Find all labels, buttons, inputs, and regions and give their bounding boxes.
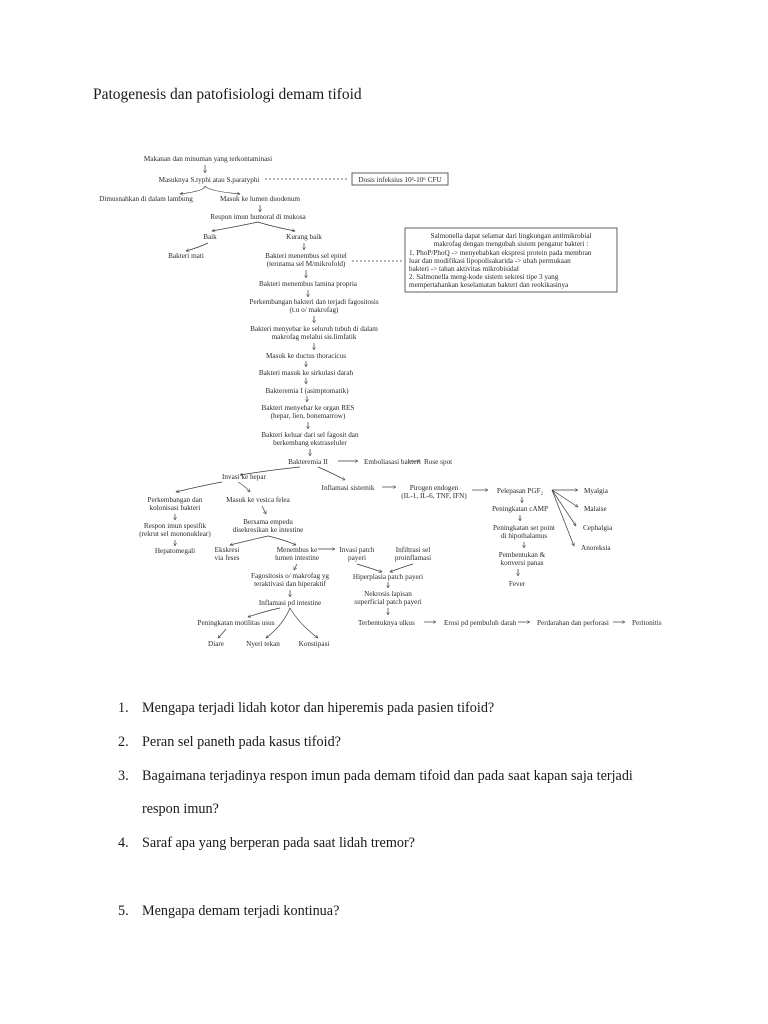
node-fever: Fever — [508, 580, 526, 588]
box-line: Salmonella dapat selamat dari lingkungan antimikrobial — [430, 232, 592, 240]
node-constipation: Konstipasi — [298, 640, 330, 648]
question-item: 5. Mengapa demam terjadi kontinua? — [118, 903, 340, 919]
node-entry-typhi: Masuknya S.typhi atau S.paratyphi — [158, 176, 260, 184]
node-by-macrophage: (t.u o/ makrofag) — [289, 306, 339, 314]
node-specific-immune: Respon imun spesifik — [143, 522, 207, 530]
node-payer-invasion: Invasi patch — [339, 546, 375, 554]
node-blood-circulation: Bakteri masuk ke sirkulasi darah — [258, 369, 354, 377]
node-intestine-lumen: Menembus ke — [276, 546, 318, 554]
node-infiltration: Infiltrasi sel — [395, 546, 431, 554]
node-endogenous-pyrogen: Pirogen endogen — [409, 484, 459, 492]
node-bacteremia-2: Bakteremia II — [288, 458, 328, 466]
node-exit-phagocyte: Bakteri keluar dari sel fagosit dan — [261, 431, 359, 439]
node-necrosis: Nekrosis lapisan — [364, 590, 412, 598]
node-hepatomegaly: Hepatomegali — [154, 547, 196, 555]
node-phagocytosis: Perkembangan bakteri dan terjadi fagositosis — [249, 298, 379, 306]
node-res-organs: Bakteri menyebar ke organ RES — [261, 404, 355, 412]
node-excretion: Ekskresi — [214, 546, 240, 554]
node-anorexia: Anoreksia — [581, 544, 611, 552]
node-duodenum: Masuk ke lumen duodenum — [219, 195, 301, 203]
node-hypothalamus: di hipothalamus — [500, 532, 548, 540]
node-rose-spot: Rose spot — [424, 458, 453, 466]
node-lamina-propria: Bakteri menembus lamina propria — [259, 280, 357, 288]
node-payer: payeri — [348, 554, 366, 562]
box-line: luar dan modifikasi lipopolisakarida -> ubah permukaan — [409, 257, 571, 265]
box-line: bakteri -> tahan aktivitas mikrobisidal — [409, 265, 519, 273]
node-m-cells: (terutama sel M/mikrofold) — [266, 260, 346, 268]
node-peritonitis: Peritonitis — [632, 619, 662, 627]
node-systemic-inflammation: Inflamasi sistemik — [321, 484, 375, 492]
node-hyperactive: teraktivasi dan hiperaktif — [254, 580, 326, 588]
node-good: Baik — [203, 233, 217, 241]
node-heat-conversion: konversi panas — [500, 559, 544, 567]
node-cytokines: (IL-1, IL-6, TNF, IFN) — [401, 492, 467, 500]
node-proinflammatory: proinflamasi — [394, 554, 432, 562]
node-less-good: Kurang baik — [286, 233, 322, 241]
box-line: 1. PhoP/PhoQ -> menyebabkan ekspresi protein pada membran — [409, 249, 592, 257]
node-with-bile: Bersama empedu — [243, 518, 293, 526]
node-payer-hyperplasia: Hiperplasia patch payeri — [352, 573, 424, 581]
box-line: 2. Salmonella meng-kode sistem sekresi tipe 3 yang — [409, 273, 559, 281]
question-item: 3. Bagaimana terjadinya respon imun pada demam tifoid dan pada saat kapan saja terjadi — [118, 768, 633, 784]
node-myalgia: Myalgia — [584, 487, 608, 495]
node-stomach-destroyed: Dimusnahkan di dalam lambung — [99, 195, 193, 203]
node-bacteria-dead: Bakteri mati — [168, 252, 204, 260]
node-bacteremia-1: Bakteremia I (asimptomatik) — [265, 387, 349, 395]
node-mononuclear: (rekrut sel mononuklear) — [139, 530, 211, 538]
node-spread-lymphatic: Bakteri menyebar ke seluruh tubuh di dalam — [250, 325, 378, 333]
node-humoral-response: Respon imun humoral di mukosa — [210, 213, 306, 221]
node-motility: Peningkatan motilitas usus — [197, 619, 275, 627]
node-embolization: Emboliasasi bakteri — [364, 458, 421, 466]
node-bleeding-perforation: Perdarahan dan perforasi — [537, 619, 609, 627]
node-vessel-erosion: Erosi pd pembuluh darah — [444, 619, 517, 627]
question-item: 1. Mengapa terjadi lidah kotor dan hiperemis pada pasien tifoid? — [118, 700, 495, 716]
node-ulcer: Terbentuknya ulkus — [358, 619, 415, 627]
node-via-feces: via feses — [214, 554, 240, 562]
node-cephalgia: Cephalgia — [583, 524, 613, 532]
node-gallbladder: Masuk ke vesica felea — [226, 496, 290, 504]
box-line: mempertahankan keselamatan bakteri dan reokikasinya — [409, 281, 569, 289]
node-pgf2-release: Pelepasan PGF₂ — [496, 487, 544, 495]
node-liver-invasion: Invasi ke hepar — [222, 473, 266, 481]
node-macrophage-phago: Fagositosis o/ makrofag yg — [250, 572, 330, 580]
node-camp: Peningkatan cAMP — [491, 505, 549, 513]
node-intestine-inflammation: Inflamasi pd intestine — [258, 599, 322, 607]
node-heat-production: Pembentukan & — [498, 551, 546, 559]
node-lymphatic: makrofag melalui sis.limfatik — [271, 333, 357, 341]
node-colonization: Perkembangan dan — [147, 496, 203, 504]
question-item-continued: respon imun? — [142, 801, 219, 817]
box-line: makrofag dengan mengubah sistem pengatur bakteri : — [433, 240, 589, 248]
node-malaise: Malaise — [584, 505, 607, 513]
node-necrosis-2: superficial patch payeri — [354, 598, 422, 606]
node-diarrhea: Diare — [208, 640, 224, 648]
question-item: 2. Peran sel paneth pada kasus tifoid? — [118, 734, 341, 750]
dose-text: Dosis infeksius 10³-10⁶ CFU — [358, 176, 442, 184]
node-colonization-2: kolonisasi bakteri — [149, 504, 201, 512]
node-extracellular: berkembang ekstraseluler — [273, 439, 347, 447]
page-title: Patogenesis dan patofisiologi demam tifoid — [93, 86, 362, 103]
node-tenderness: Nyeri tekan — [246, 640, 280, 648]
node-penetrate-epithel: Bakteri menembus sel epitel — [265, 252, 347, 260]
node-set-point: Peningkatan set point — [493, 524, 555, 532]
question-item: 4. Saraf apa yang berperan pada saat lidah tremor? — [118, 835, 415, 851]
node-contaminated-food: Makanan dan minuman yang terkontaminasi — [143, 155, 273, 163]
node-intestine-lumen-2: lumen intestine — [274, 554, 320, 562]
node-to-intestine: disekresikan ke intestine — [232, 526, 304, 534]
node-res-organs-list: (hepar, lien, bonemarrow) — [270, 412, 346, 420]
node-ductus-thoracicus: Masuk ke ductus thoracicus — [265, 352, 347, 360]
